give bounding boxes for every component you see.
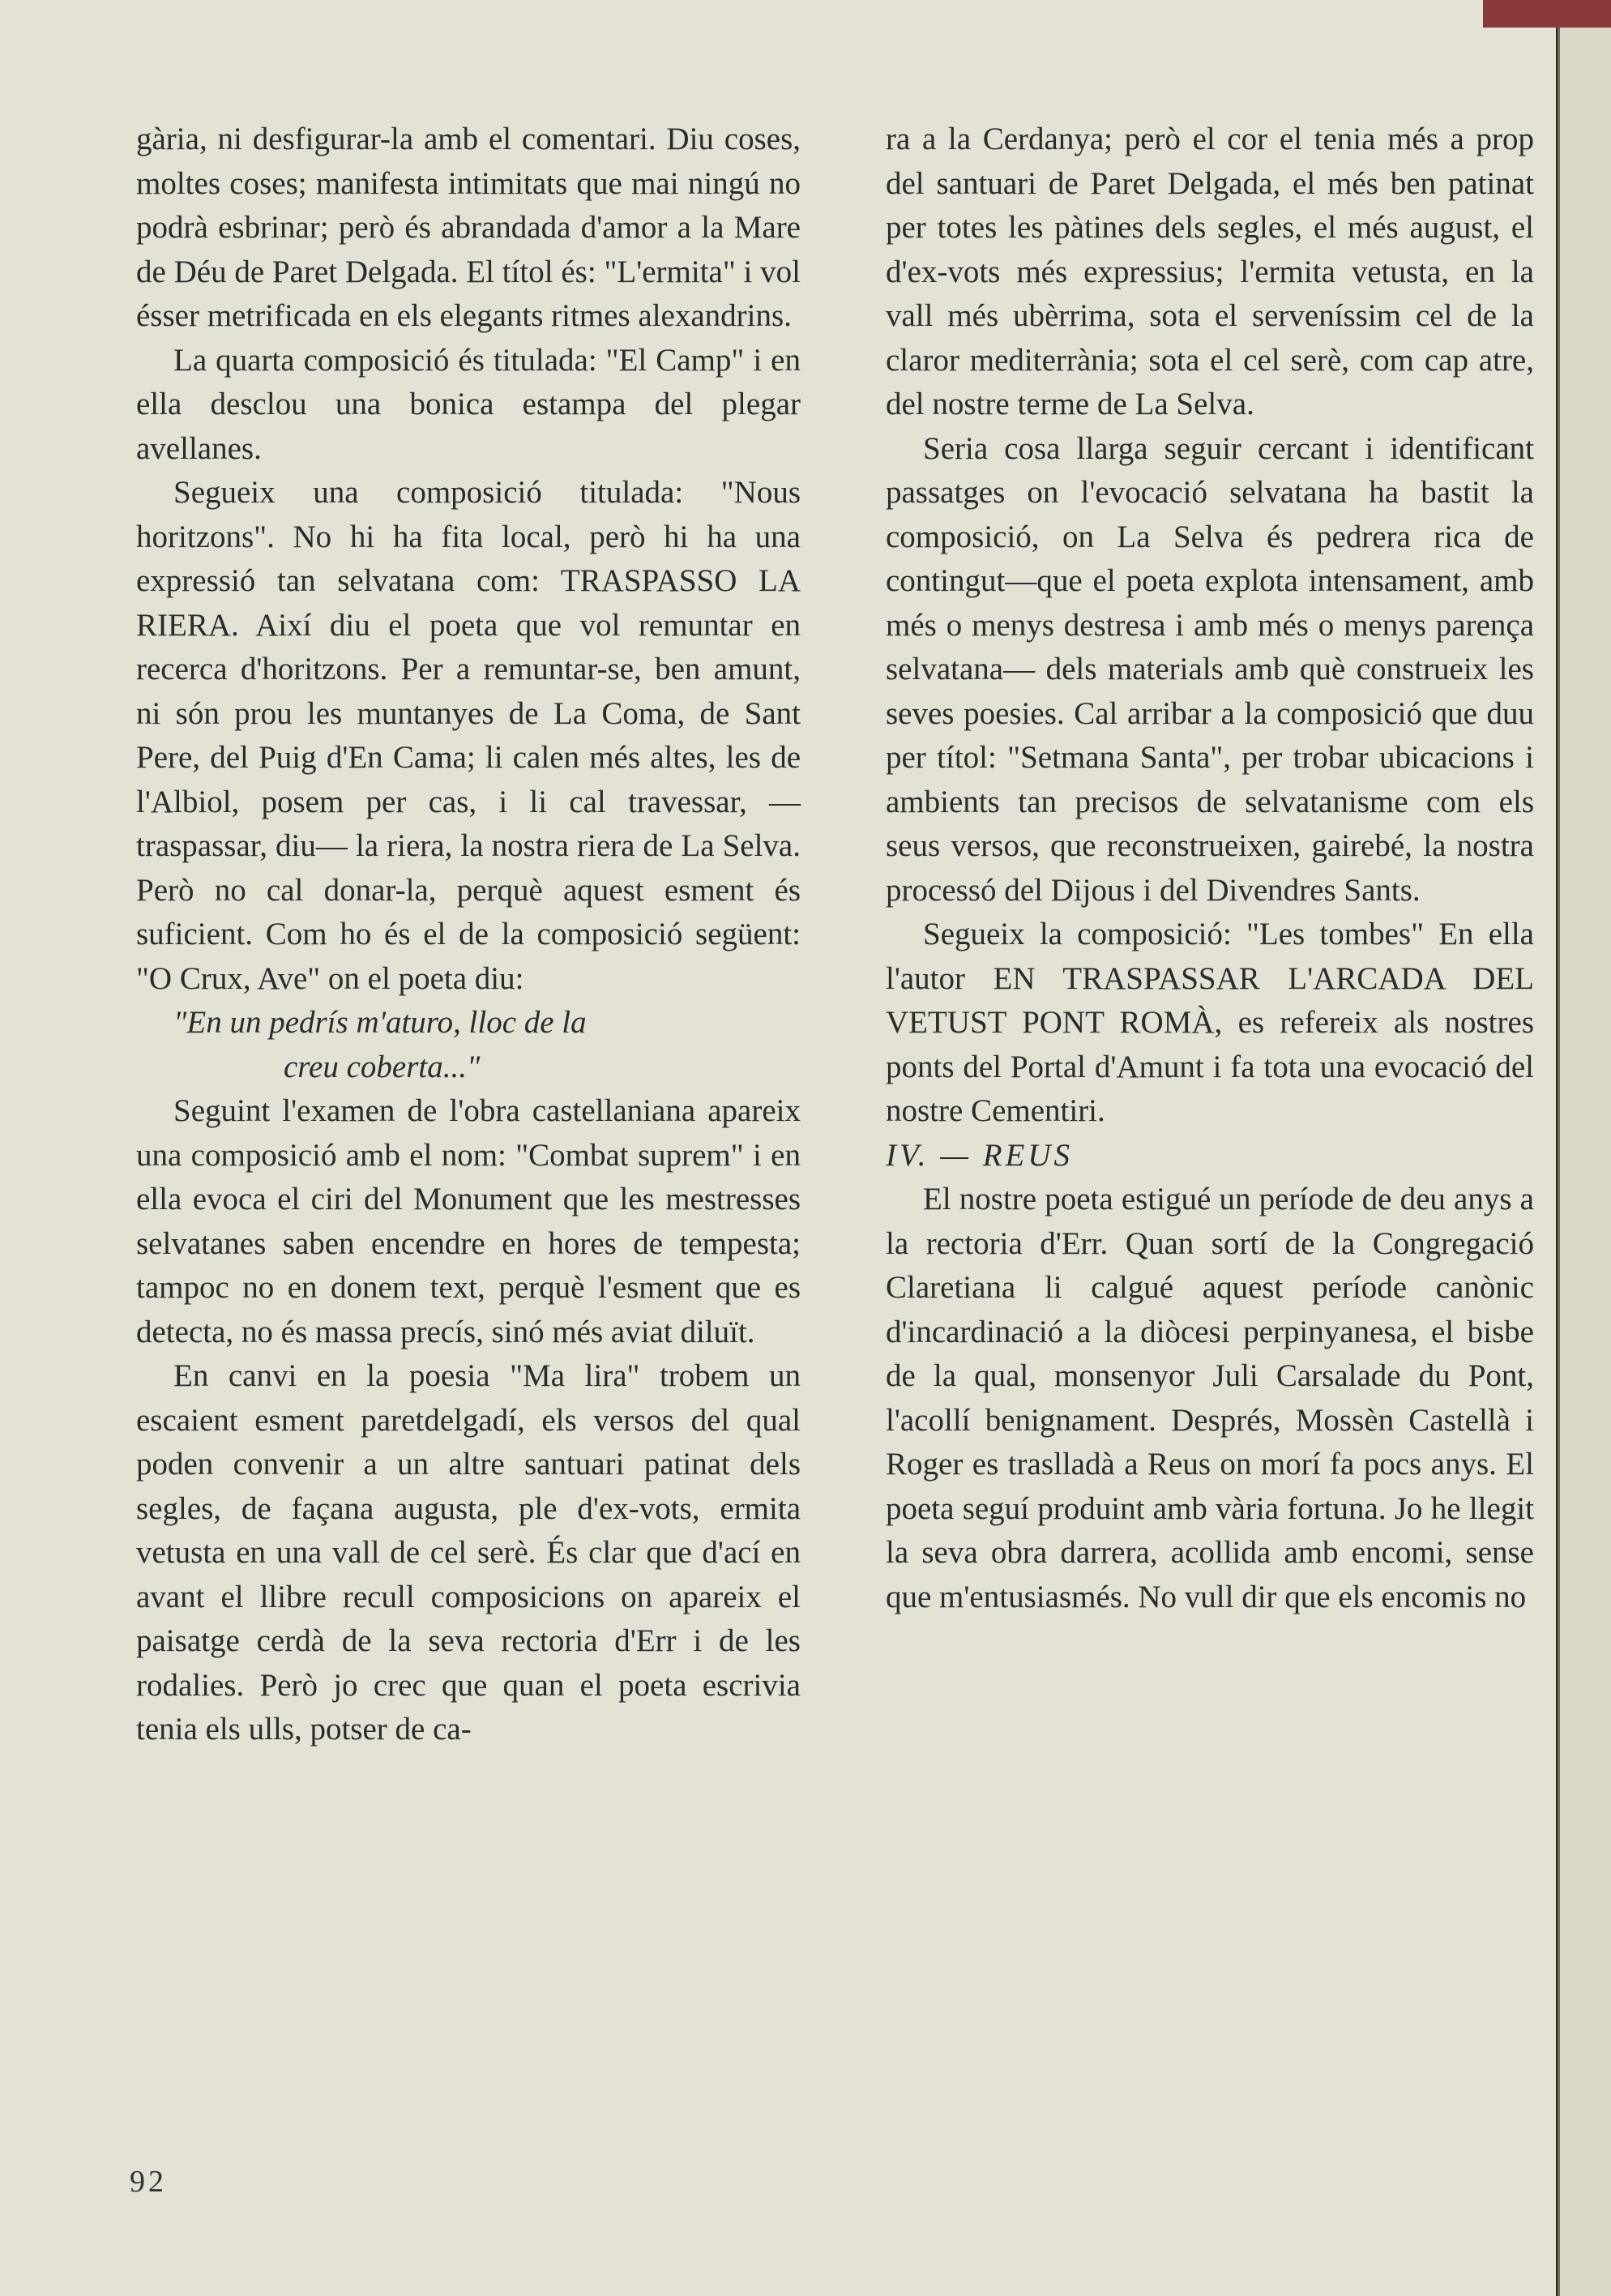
right-paragraph-3: Segueix la composició: "Les tombes" En ella l'autor EN TRASPASSAR L'ARCADA DEL VETUST PONT ROMÀ, es refereix als nostres ponts del Portal d'Amunt i fa tota una evocació del nostre Cementiri. [886,917,1534,1128]
next-page-edge [1558,0,1611,2296]
right-column [886,118,1534,1619]
left-paragraph-5: En canvi en la poesia "Ma lira" trobem un escaient esment paretdelgadí, els versos del qual poden convenir a un altre santuari patinat dels segles, de façana augusta, ple d'ex-vots, ermita vetusta en una vall de cel serè. És clar que d'ací en avant el llibre recull composicions on apareix el paisatge cerdà de la seva rectoria d'Err i de les rodalies. Però jo crec que quan el poeta escrivia tenia els ulls, potser de ca- [136,1358,801,1747]
left-paragraph-1: gària, ni desfigurar-la amb el comentari. Diu coses, moltes coses; manifesta intimitats que mai ningú no podrà esbrinar; però és abrandada d'amor a la Mare de Déu de Paret Delgada. El títol és: "L'ermita" i vol ésser metrificada en els elegants ritmes alexandrins. [136,122,801,333]
right-paragraph-1: ra a la Cerdanya; però el cor el tenia més a prop del santuari de Paret Delgada, el més ben patinat per totes les pàtines dels segles, el més august, el d'ex-vots més expressius; l'ermita vetusta, en la vall més ubèrrima, sota el serveníssim cel de la claror mediterrània; sota el cel serè, com cap atre, del nostre terme de La Selva. [886,122,1534,421]
quote-line-1: "En un pedrís m'aturo, lloc de la [173,1005,587,1040]
left-paragraph-4: Seguint l'examen de l'obra castellaniana apareix una composició amb el nom: "Combat suprem" i en ella evoca el ciri del Monument que les mestresses selvatanes saben encendre en hores de tempesta; tampoc no en donem text, perquè l'esment que es detecta, no és massa precís, sinó més aviat diluït. [136,1093,801,1349]
left-paragraph-2: La quarta composició és titulada: "El Camp" i en ella desclou una bonica estampa del plegar avellanes. [136,342,801,466]
right-paragraph-4: El nostre poeta estigué un període de deu anys a la rectoria d'Err. Quan sortí de la Congregació Claretiana li calgué aquest període canònic d'incardinació a la diòcesi perpinyanesa, el bisbe de la qual, monsenyor Juli Carsalade du Pont, l'acollí benignament. Després, Mossèn Castellà i Roger es traslladà a Reus on morí fa pocs anys. El poeta seguí produint amb vària fortuna. Jo he llegit la seva obra darrera, acollida amb encomi, sense que m'entusiasmés. No vull dir que els encomis no [886,1182,1534,1614]
left-paragraph-3: Segueix una composició titulada: "Nous horitzons". No hi ha fita local, però hi ha una expressió tan selvatana com: TRASPASSO LA RIERA. Així diu el poeta que vol remuntar en recerca d'horitzons. Per a remuntar-se, ben amunt, ni són prou les muntanyes de La Coma, de Sant Pere, del Puig d'En Cama; li calen més altes, les de l'Albiol, posem per cas, i li cal travessar, —traspassar, diu— la riera, la nostra riera de La Selva. Però no cal donar-la, perquè aquest esment és suficient. Com ho és el de la composició següent: "O Crux, Ave" on el poeta diu: [136,475,801,996]
section-heading: IV. — REUS [886,1137,1074,1173]
right-paragraph-2: Seria cosa llarga seguir cercant i identificant passatges on l'evocació selvatana ha bastit la composició, on La Selva és pedrera rica de contingut—que el poeta explota intensament, amb més o menys destresa i amb més o menys parença selvatana— dels materials amb què construeix les seves poesies. Cal arribar a la composició que duu per títol: "Setmana Santa", per trobar ubicacions i ambients tan precisos de selvatanisme com els seus versos, que reconstrueixen, gairebé, la nostra processó del Dijous i del Divendres Sants. [886,430,1534,908]
binding-strip [1483,0,1611,28]
quote-line-2: creu coberta..." [284,1049,481,1084]
left-column [136,118,801,1752]
page-number: 92 [130,2165,167,2199]
